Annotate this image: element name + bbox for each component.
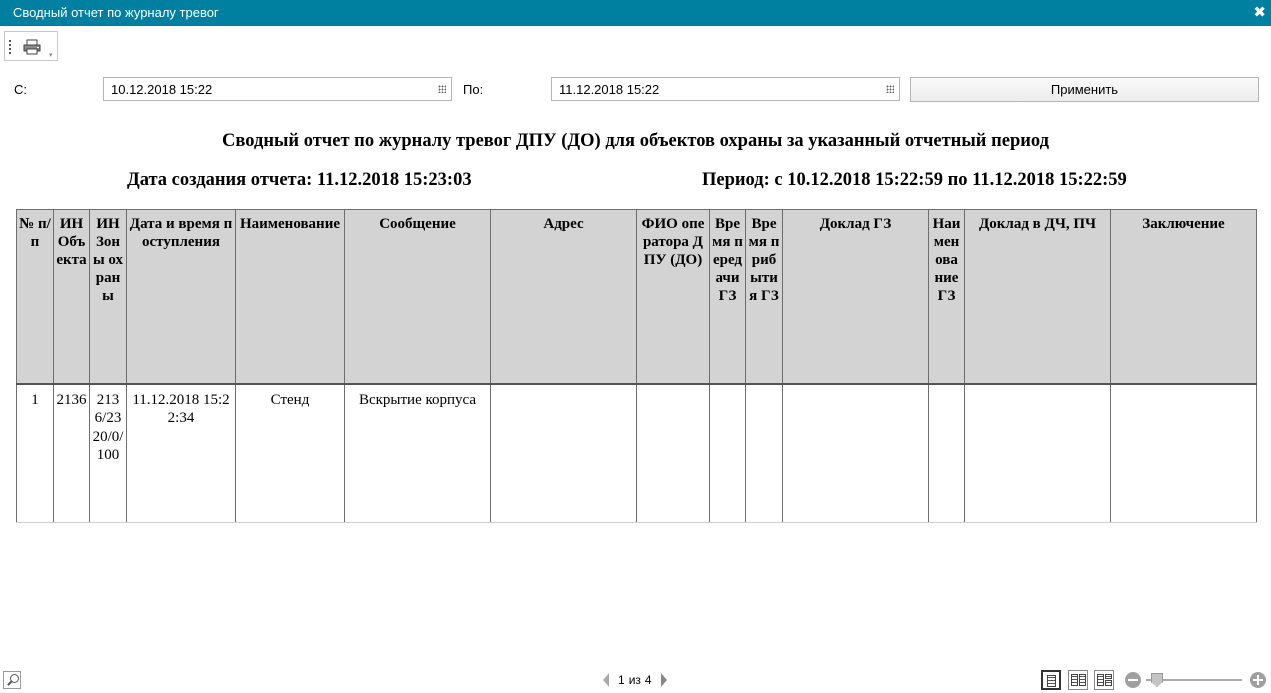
column-header: Время передачи ГЗ	[710, 210, 746, 384]
table-cell: Вскрытие корпуса	[345, 384, 491, 523]
column-header: Дата и время поступления	[127, 210, 236, 384]
prev-page-icon[interactable]	[603, 673, 609, 687]
table-cell: Стенд	[236, 384, 345, 523]
zoom-out-icon[interactable]	[1125, 672, 1141, 688]
search-icon[interactable]	[3, 671, 21, 689]
to-label: По:	[463, 82, 484, 97]
column-header: ИН Зоны охраны	[90, 210, 127, 384]
table-cell: 2136/2320/0/100	[90, 384, 127, 523]
table-cell	[746, 384, 783, 523]
column-header: Наименование ГЗ	[929, 210, 965, 384]
column-header: ИН Объекта	[54, 210, 90, 384]
table-cell	[965, 384, 1111, 523]
page-of-label: из	[628, 673, 641, 687]
column-header: Наименование	[236, 210, 345, 384]
toolbar-grip[interactable]	[9, 40, 11, 54]
from-date-input[interactable]	[103, 77, 452, 101]
window-title: Сводный отчет по журналу тревог	[13, 5, 219, 20]
close-icon[interactable]: ✖	[1253, 4, 1266, 21]
toolbar-dropdown-icon[interactable]: ▾	[49, 52, 53, 59]
column-header: Заключение	[1111, 210, 1257, 384]
table-header-row	[17, 210, 1257, 384]
table-cell	[637, 384, 710, 523]
report-table	[16, 209, 1257, 523]
table-cell	[710, 384, 746, 523]
column-header: ФИО оператора ДПУ (ДО)	[637, 210, 710, 384]
print-icon[interactable]	[22, 39, 42, 55]
zoom-slider-thumb[interactable]	[1151, 673, 1163, 687]
apply-button[interactable]: Применить	[910, 77, 1259, 102]
table-cell: 11.12.2018 15:22:34	[127, 384, 236, 523]
table-cell	[491, 384, 637, 523]
column-header: Адрес	[491, 210, 637, 384]
column-header: Доклад в ДЧ, ПЧ	[965, 210, 1111, 384]
single-page-view-icon[interactable]	[1041, 670, 1061, 690]
table-cell	[929, 384, 965, 523]
pager	[603, 672, 667, 688]
to-date-input[interactable]	[551, 77, 900, 101]
from-date-value: 10.12.2018 15:22	[111, 82, 213, 97]
report-created-date: Дата создания отчета: 11.12.2018 15:23:03	[127, 170, 472, 190]
table-row	[17, 384, 1257, 523]
total-pages: 4	[644, 673, 652, 687]
table-cell: 1	[17, 384, 54, 523]
column-header: Сообщение	[345, 210, 491, 384]
from-label: С:	[14, 82, 27, 97]
calendar-icon[interactable]	[438, 85, 446, 93]
column-header: Доклад ГЗ	[783, 210, 929, 384]
column-header: № п/п	[17, 210, 54, 384]
window-titlebar	[0, 0, 1271, 26]
table-cell: 2136	[54, 384, 90, 523]
next-page-icon[interactable]	[661, 673, 667, 687]
zoom-in-icon[interactable]	[1250, 672, 1266, 688]
column-header: Время прибытия ГЗ	[746, 210, 783, 384]
report-title: Сводный отчет по журналу тревог ДПУ (ДО) для объектов охраны за указанный отчетный период	[222, 131, 1049, 151]
table-cell	[783, 384, 929, 523]
calendar-icon[interactable]	[886, 85, 894, 93]
to-date-value: 11.12.2018 15:22	[559, 82, 660, 97]
report-period: Период: с 10.12.2018 15:22:59 по 11.12.2018 15:22:59	[702, 170, 1127, 190]
current-page: 1	[618, 673, 625, 687]
multi-page-view-icon[interactable]	[1094, 670, 1114, 690]
toolbar	[4, 31, 58, 61]
two-page-view-icon[interactable]	[1068, 670, 1088, 690]
table-cell	[1111, 384, 1257, 523]
